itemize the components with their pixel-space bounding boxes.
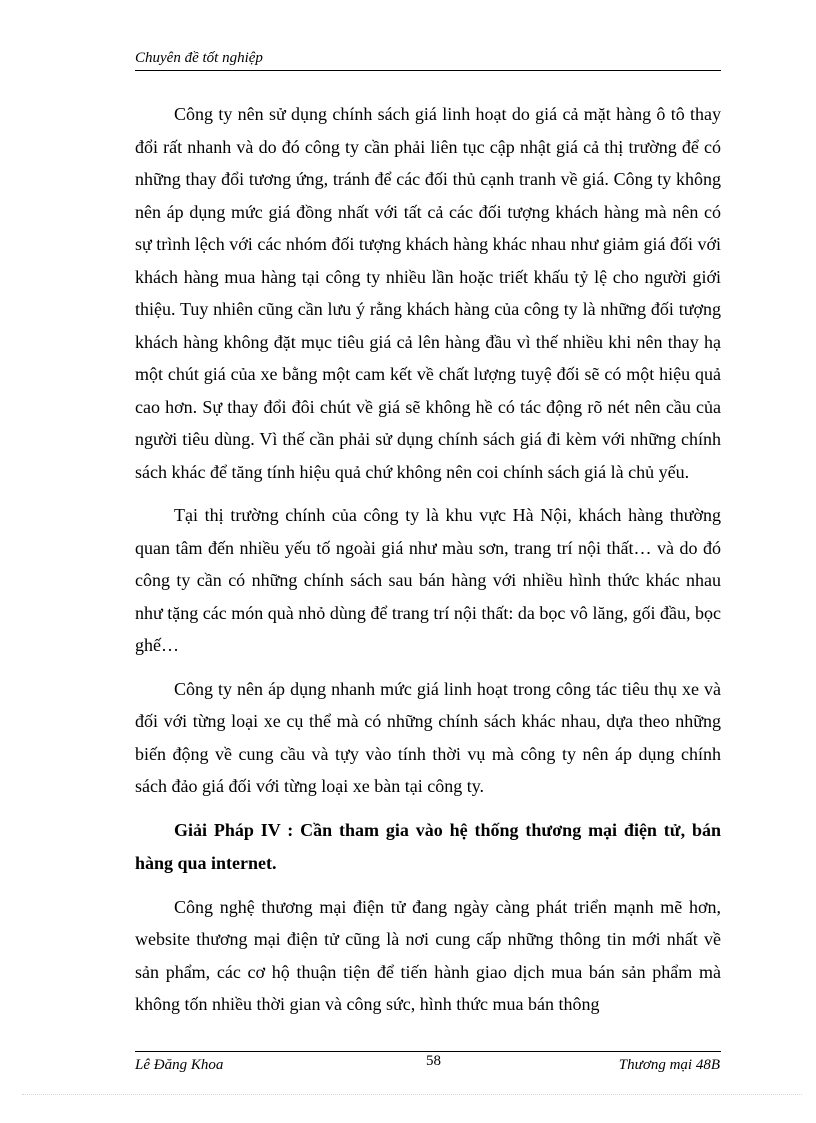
page-bottom-edge — [22, 1094, 802, 1095]
paragraph-pricing-policy: Công ty nên sử dụng chính sách giá linh hoạt do giá cả mặt hàng ô tô thay đổi rất nhanh và do đó công ty cần phải liên tục cập nhật giá cả thị trường để có những thay đổi tương ứng, tránh để các đối thủ cạnh tranh về giá. Công ty không nên áp dụng mức giá đồng nhất với tất cả các đối tượng khách hàng mà nên có sự trình lệch với các nhóm đối tượng khách hàng khác nhau như giảm giá đối với khách hàng mua hàng tại công ty nhiều lần hoặc triết khấu tỷ lệ cho người giới thiệu. Tuy nhiên cũng cần lưu ý rằng khách hàng của công ty là những đối tượng khách hàng không đặt mục tiêu giá cả lên hàng đầu vì thế nhiều khi nên thay hạ một chút giá của xe bằng một cam kết về chất lượng tuyệ đối sẽ có một hiệu quả cao hơn. Sự thay đổi đôi chút về giá sẽ không hề có tác động rõ nét nên cầu của người tiêu dùng. Vì thế cần phải sử dụng chính sách giá đi kèm với những chính sách khác để tăng tính hiệu quả chứ không nên coi chính sách giá là chủ yếu. — [135, 104, 721, 482]
page-number: 58 — [426, 1053, 441, 1069]
paragraph-hanoi-market: Tại thị trường chính của công ty là khu vực Hà Nội, khách hàng thường quan tâm đến nhiều yếu tố ngoài giá như màu sơn, trang trí nội thất… và do đó công ty cần có những chính sách sau bán hàng với nhiều hình thức khác nhau như tặng các món quà nhỏ dùng để trang trí nội thất: da bọc vô lăng, gối đầu, bọc ghế… — [135, 505, 721, 655]
footer-author: Lê Đăng Khoa — [135, 1057, 224, 1073]
document-body — [135, 98, 721, 1021]
running-header-title: Chuyên đề tốt nghiệp — [135, 50, 263, 66]
footer-class: Thương mại 48B — [618, 1057, 720, 1073]
header-divider — [135, 70, 721, 71]
paragraph-flexible-pricing: Công ty nên áp dụng nhanh mức giá linh hoạt trong công tác tiêu thụ xe và đối với từng loại xe cụ thể mà có những chính sách khác nhau, dựa theo những biến động về cung cầu và tựy vào tính thời vụ mà công ty nên áp dụng chính sách đảo giá đối với từng loại xe bàn tại công ty. — [135, 678, 721, 796]
paragraph-ecommerce: Công nghệ thương mại điện tử đang ngày càng phát triển mạnh mẽ hơn, website thương mại điện tử cũng là nơi cung cấp những thông tin mới nhất về sản phẩm, các cơ hộ thuận tiện để tiến hành giao dịch mua bán sản phẩm mà không tốn nhiều thời gian và công sức, hình thức mua bán thông — [135, 896, 721, 1014]
section-heading-solution-iv: Giải Pháp IV : Cần tham gia vào hệ thống thương mại điện tử, bán hàng qua internet. — [135, 819, 721, 873]
